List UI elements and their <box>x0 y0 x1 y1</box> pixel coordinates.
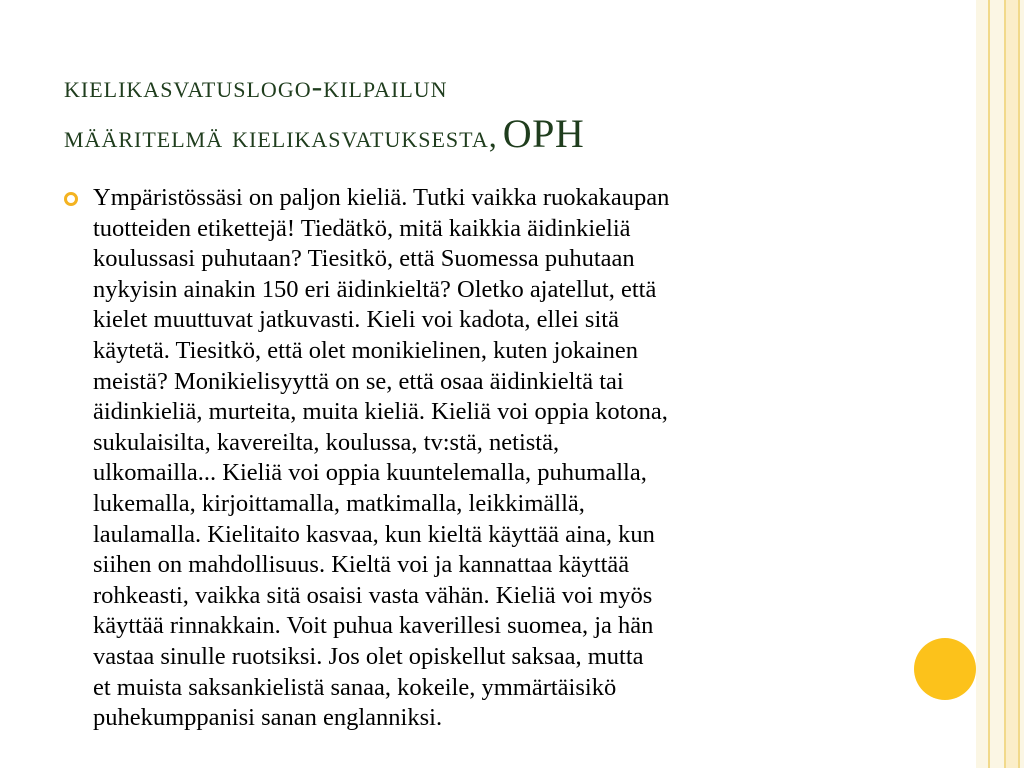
body-line: puhekumppanisi sanan englanniksi. <box>93 704 443 732</box>
accent-circle <box>914 638 976 700</box>
body-line: Ympäristössäsi on paljon kieliä. Tutki vaikka ruokakaupan <box>93 184 670 211</box>
body-line: nykyisin ainakin 150 eri äidinkieltä? Oletko ajatellut, että <box>93 275 657 303</box>
body-line: siihen on mahdollisuus. Kieltä voi ja kannattaa käyttää <box>93 551 630 579</box>
ring-bullet-icon <box>64 192 78 206</box>
body-line: lukemalla, kirjoittamalla, matkimalla, leikkimällä, <box>93 489 585 517</box>
body-line: meistä? Monikielisyyttä on se, että osaa äidinkieltä tai <box>93 367 624 395</box>
title-line-2-tail: OPH <box>502 111 585 156</box>
title-line-2-main: määritelmä kielikasvatuksesta, <box>64 118 498 154</box>
body-line: ulkomailla... Kieliä voi oppia kuuntelemalla, puhumalla, <box>93 459 647 487</box>
right-decorative-inner-stripe <box>1004 0 1020 768</box>
body-line: tuotteiden etikettejä! Tiedätkö, mitä kaikkia äidinkieliä <box>93 214 631 242</box>
body-line: et muista saksankielistä sanaa, kokeile, ymmärtäisikö <box>93 673 617 701</box>
slide-title <box>64 62 924 167</box>
body-line: vastaa sinulle ruotsiksi. Jos olet opiskellut saksaa, mutta <box>93 642 644 670</box>
right-decorative-line <box>988 0 990 768</box>
title-line-1: kielikasvatuslogo-kilpailun <box>64 68 448 104</box>
body-line: käyttää rinnakkain. Voit puhua kaverillesi suomea, ja hän <box>93 612 654 640</box>
body-line: kielet muuttuvat jatkuvasti. Kieli voi kadota, ellei sitä <box>93 306 619 334</box>
body-line: koulussasi puhutaan? Tiesitkö, että Suomessa puhutaan <box>93 245 635 273</box>
slide-body-text <box>93 183 893 734</box>
title-line-2 <box>64 110 924 167</box>
body-line: laulamalla. Kielitaito kasvaa, kun kieltä käyttää aina, kun <box>93 520 655 548</box>
ring-bullet-shape <box>64 192 78 206</box>
body-line: sukulaisilta, kavereilta, koulussa, tv:stä, netistä, <box>93 428 560 456</box>
body-line: äidinkieliä, murteita, muita kieliä. Kieliä voi oppia kotona, <box>93 398 668 426</box>
body-line: rohkeasti, vaikka sitä osaisi vasta vähän. Kieliä voi myös <box>93 581 653 609</box>
body-line: käytetä. Tiesitkö, että olet monikielinen, kuten jokainen <box>93 336 639 364</box>
